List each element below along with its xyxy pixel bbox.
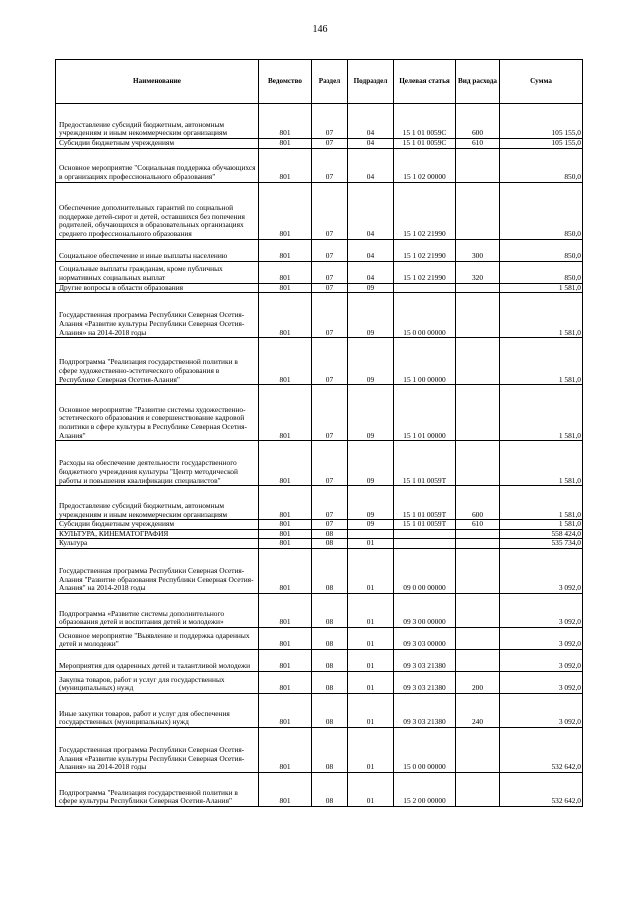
row-section: 07 — [312, 148, 348, 182]
page-number: 146 — [312, 24, 328, 35]
column-header-amount: Сумма — [500, 60, 583, 104]
row-target-article: 09 3 03 21380 — [394, 671, 456, 693]
row-subsection: 01 — [348, 671, 394, 693]
table-row — [56, 627, 583, 649]
row-subsection: 04 — [348, 239, 394, 261]
row-subsection: 09 — [348, 338, 394, 385]
row-name: Другие вопросы в области образования — [56, 283, 259, 293]
row-expense-type: 600 — [456, 104, 500, 139]
table-row — [56, 385, 583, 441]
table-row — [56, 529, 583, 539]
row-amount: 1 581,0 — [500, 338, 583, 385]
row-section: 07 — [312, 486, 348, 520]
row-target-article: 09 3 03 21380 — [394, 693, 456, 727]
table-header-row — [56, 60, 583, 104]
row-expense-type: 610 — [456, 520, 500, 530]
table-row — [56, 441, 583, 486]
row-section: 08 — [312, 548, 348, 593]
row-subsection: 01 — [348, 593, 394, 627]
row-expense-type: 300 — [456, 239, 500, 261]
row-subsection: 04 — [348, 261, 394, 283]
row-name: Государственная программа Республики Северная Осетия-Алания «Развитие культуры Республики Северная Осетия-Алания» на 2014-2018 годы — [56, 727, 259, 772]
row-expense-type: 240 — [456, 693, 500, 727]
row-subsection: 04 — [348, 104, 394, 139]
row-department: 801 — [259, 671, 312, 693]
row-department: 801 — [259, 104, 312, 139]
row-name: Подпрограмма «Развитие системы дополнительного образования детей и воспитания детей и молодежи» — [56, 593, 259, 627]
row-target-article: 09 3 03 21380 — [394, 649, 456, 671]
row-section: 08 — [312, 727, 348, 772]
row-expense-type: 200 — [456, 671, 500, 693]
row-name: Мероприятия для одаренных детей и талантливой молодежи — [56, 649, 259, 671]
row-name: Иные закупки товаров, работ и услуг для обеспечения государственных (муниципальных) нужд — [56, 693, 259, 727]
row-target-article: 09 3 00 00000 — [394, 593, 456, 627]
row-name: Основное мероприятие "Развитие системы художественно-эстетического образования и совершенствование кадровой политики в сфере культуры в Республике Северная Осетия-Алания" — [56, 385, 259, 441]
row-amount: 558 424,0 — [500, 529, 583, 539]
table-row — [56, 338, 583, 385]
row-target-article: 15 1 01 0059Т — [394, 441, 456, 486]
row-name: Предоставление субсидий бюджетным, автономным учреждениям и иным некоммерческим организациям — [56, 486, 259, 520]
row-section: 07 — [312, 385, 348, 441]
table-row — [56, 239, 583, 261]
row-target-article: 15 1 01 0059Т — [394, 486, 456, 520]
row-subsection: 04 — [348, 148, 394, 182]
row-name: Расходы на обеспечение деятельности государственного бюджетного учреждения культуры "Центр методической работы и повышения квалификации специалистов" — [56, 441, 259, 486]
row-subsection: 04 — [348, 139, 394, 149]
row-subsection: 01 — [348, 649, 394, 671]
row-department: 801 — [259, 649, 312, 671]
row-name: Предоставление субсидий бюджетным, автономным учреждениям и иным некоммерческим организациям — [56, 104, 259, 139]
table-body — [56, 104, 583, 807]
row-subsection: 09 — [348, 486, 394, 520]
row-target-article: 09 3 03 00000 — [394, 627, 456, 649]
row-name: Подпрограмма "Реализация государственной политики в сфере художественно-эстетического образования в Республике Северная Осетия-Алания" — [56, 338, 259, 385]
table-row — [56, 593, 583, 627]
row-section: 08 — [312, 627, 348, 649]
row-expense-type — [456, 727, 500, 772]
row-expense-type — [456, 338, 500, 385]
row-target-article: 15 1 01 0059С — [394, 139, 456, 149]
table-row — [56, 148, 583, 182]
row-amount: 105 155,0 — [500, 139, 583, 149]
table-row — [56, 486, 583, 520]
table-row — [56, 539, 583, 549]
row-section: 08 — [312, 593, 348, 627]
row-department: 801 — [259, 239, 312, 261]
row-amount: 1 581,0 — [500, 385, 583, 441]
row-section: 07 — [312, 293, 348, 338]
row-target-article: 09 0 00 00000 — [394, 548, 456, 593]
table-row — [56, 772, 583, 806]
table-row — [56, 293, 583, 338]
row-name: Государственная программа Республики Северная Осетия-Алания "Развитие образования Республики Северная Осетия-Алания" на 2014-2018 годы — [56, 548, 259, 593]
row-target-article: 15 2 00 00000 — [394, 772, 456, 806]
row-section: 08 — [312, 772, 348, 806]
row-subsection: 04 — [348, 182, 394, 239]
row-target-article: 15 1 01 00000 — [394, 385, 456, 441]
row-target-article: 15 1 01 0059С — [394, 104, 456, 139]
row-name: КУЛЬТУРА, КИНЕМАТОГРАФИЯ — [56, 529, 259, 539]
row-amount: 850,0 — [500, 239, 583, 261]
row-amount: 3 092,0 — [500, 627, 583, 649]
row-section: 08 — [312, 649, 348, 671]
row-subsection: 01 — [348, 539, 394, 549]
row-target-article: 15 0 00 00000 — [394, 727, 456, 772]
row-subsection: 01 — [348, 548, 394, 593]
row-subsection: 01 — [348, 627, 394, 649]
row-expense-type: 320 — [456, 261, 500, 283]
row-target-article — [394, 529, 456, 539]
row-department: 801 — [259, 338, 312, 385]
row-expense-type — [456, 283, 500, 293]
row-expense-type — [456, 529, 500, 539]
row-amount: 1 581,0 — [500, 520, 583, 530]
row-section: 07 — [312, 139, 348, 149]
row-amount: 850,0 — [500, 182, 583, 239]
row-subsection: 09 — [348, 385, 394, 441]
row-amount: 3 092,0 — [500, 649, 583, 671]
row-department: 801 — [259, 548, 312, 593]
row-department: 801 — [259, 182, 312, 239]
row-target-article: 15 1 00 00000 — [394, 338, 456, 385]
row-department: 801 — [259, 283, 312, 293]
row-amount: 1 581,0 — [500, 293, 583, 338]
row-name: Основное мероприятие "Выявление и поддержка одаренных детей и молодежи" — [56, 627, 259, 649]
row-department: 801 — [259, 772, 312, 806]
row-amount: 3 092,0 — [500, 671, 583, 693]
table-row — [56, 104, 583, 139]
row-section: 07 — [312, 182, 348, 239]
row-amount: 532 642,0 — [500, 727, 583, 772]
row-expense-type: 600 — [456, 486, 500, 520]
row-expense-type — [456, 385, 500, 441]
row-department: 801 — [259, 693, 312, 727]
table-row — [56, 727, 583, 772]
row-subsection: 09 — [348, 441, 394, 486]
row-subsection: 09 — [348, 283, 394, 293]
column-header-subsection: Подраздел — [348, 60, 394, 104]
row-department: 801 — [259, 139, 312, 149]
row-expense-type — [456, 539, 500, 549]
row-expense-type: 610 — [456, 139, 500, 149]
row-name: Социальное обеспечение и иные выплаты населению — [56, 239, 259, 261]
row-section: 08 — [312, 539, 348, 549]
row-name: Субсидии бюджетным учреждениям — [56, 520, 259, 530]
row-amount: 850,0 — [500, 148, 583, 182]
row-expense-type — [456, 649, 500, 671]
row-target-article: 15 1 02 21990 — [394, 261, 456, 283]
row-name: Социальные выплаты гражданам, кроме публичных нормативных социальных выплат — [56, 261, 259, 283]
table-row — [56, 283, 583, 293]
row-expense-type — [456, 627, 500, 649]
row-department: 801 — [259, 727, 312, 772]
row-section: 07 — [312, 338, 348, 385]
row-section: 07 — [312, 441, 348, 486]
row-department: 801 — [259, 441, 312, 486]
row-department: 801 — [259, 385, 312, 441]
row-section: 07 — [312, 520, 348, 530]
row-expense-type — [456, 182, 500, 239]
row-target-article — [394, 283, 456, 293]
column-header-expense-type: Вид расхода — [456, 60, 500, 104]
row-expense-type — [456, 772, 500, 806]
row-name: Закупка товаров, работ и услуг для государственных (муниципальных) нужд — [56, 671, 259, 693]
table-row — [56, 548, 583, 593]
table-row — [56, 693, 583, 727]
row-expense-type — [456, 293, 500, 338]
row-name: Культура — [56, 539, 259, 549]
row-department: 801 — [259, 539, 312, 549]
row-department: 801 — [259, 529, 312, 539]
table-row — [56, 520, 583, 530]
row-department: 801 — [259, 148, 312, 182]
row-section: 07 — [312, 104, 348, 139]
row-amount: 3 092,0 — [500, 593, 583, 627]
row-section: 08 — [312, 671, 348, 693]
budget-table — [55, 59, 583, 807]
row-name: Основное мероприятие "Социальная поддержка обучающихся в организациях профессионального образования" — [56, 148, 259, 182]
row-name: Обеспечение дополнительных гарантий по социальной поддержке детей-сирот и детей, оставшихся без попечения родителей, обучающихся в образовательных организациях среднего профессионального образования — [56, 182, 259, 239]
row-department: 801 — [259, 261, 312, 283]
row-amount: 850,0 — [500, 261, 583, 283]
row-target-article: 15 1 02 00000 — [394, 148, 456, 182]
row-subsection: 09 — [348, 520, 394, 530]
table-row — [56, 671, 583, 693]
row-subsection: 09 — [348, 293, 394, 338]
column-header-section: Раздел — [312, 60, 348, 104]
row-amount: 3 092,0 — [500, 548, 583, 593]
column-header-target-article: Целевая статья — [394, 60, 456, 104]
row-section: 08 — [312, 529, 348, 539]
row-amount: 105 155,0 — [500, 104, 583, 139]
row-expense-type — [456, 548, 500, 593]
row-department: 801 — [259, 520, 312, 530]
row-amount: 1 581,0 — [500, 486, 583, 520]
row-amount: 1 581,0 — [500, 441, 583, 486]
row-section: 07 — [312, 239, 348, 261]
row-expense-type — [456, 441, 500, 486]
row-expense-type — [456, 148, 500, 182]
row-section: 07 — [312, 283, 348, 293]
row-name: Государственная программа Республики Северная Осетия-Алания «Развитие культуры Республики Северная Осетия-Алания» на 2014-2018 годы — [56, 293, 259, 338]
row-section: 08 — [312, 693, 348, 727]
row-target-article — [394, 539, 456, 549]
row-department: 801 — [259, 627, 312, 649]
row-amount: 1 581,0 — [500, 283, 583, 293]
row-target-article: 15 0 00 00000 — [394, 293, 456, 338]
row-target-article: 15 1 01 0059Т — [394, 520, 456, 530]
column-header-department: Ведомство — [259, 60, 312, 104]
row-department: 801 — [259, 593, 312, 627]
row-amount: 535 734,0 — [500, 539, 583, 549]
row-amount: 532 642,0 — [500, 772, 583, 806]
row-subsection: 01 — [348, 772, 394, 806]
table-row — [56, 139, 583, 149]
row-section: 07 — [312, 261, 348, 283]
row-department: 801 — [259, 293, 312, 338]
column-header-name: Наименование — [56, 60, 259, 104]
row-name: Подпрограмма "Реализация государственной политики в сфере культуры Республики Северная Осетия-Алания" — [56, 772, 259, 806]
row-target-article: 15 1 02 21990 — [394, 239, 456, 261]
row-name: Субсидии бюджетным учреждениям — [56, 139, 259, 149]
row-target-article: 15 1 02 21990 — [394, 182, 456, 239]
table-row — [56, 261, 583, 283]
row-expense-type — [456, 593, 500, 627]
row-subsection: 01 — [348, 727, 394, 772]
row-department: 801 — [259, 486, 312, 520]
table-row — [56, 649, 583, 671]
table-row — [56, 182, 583, 239]
row-subsection: 01 — [348, 693, 394, 727]
row-amount: 3 092,0 — [500, 693, 583, 727]
